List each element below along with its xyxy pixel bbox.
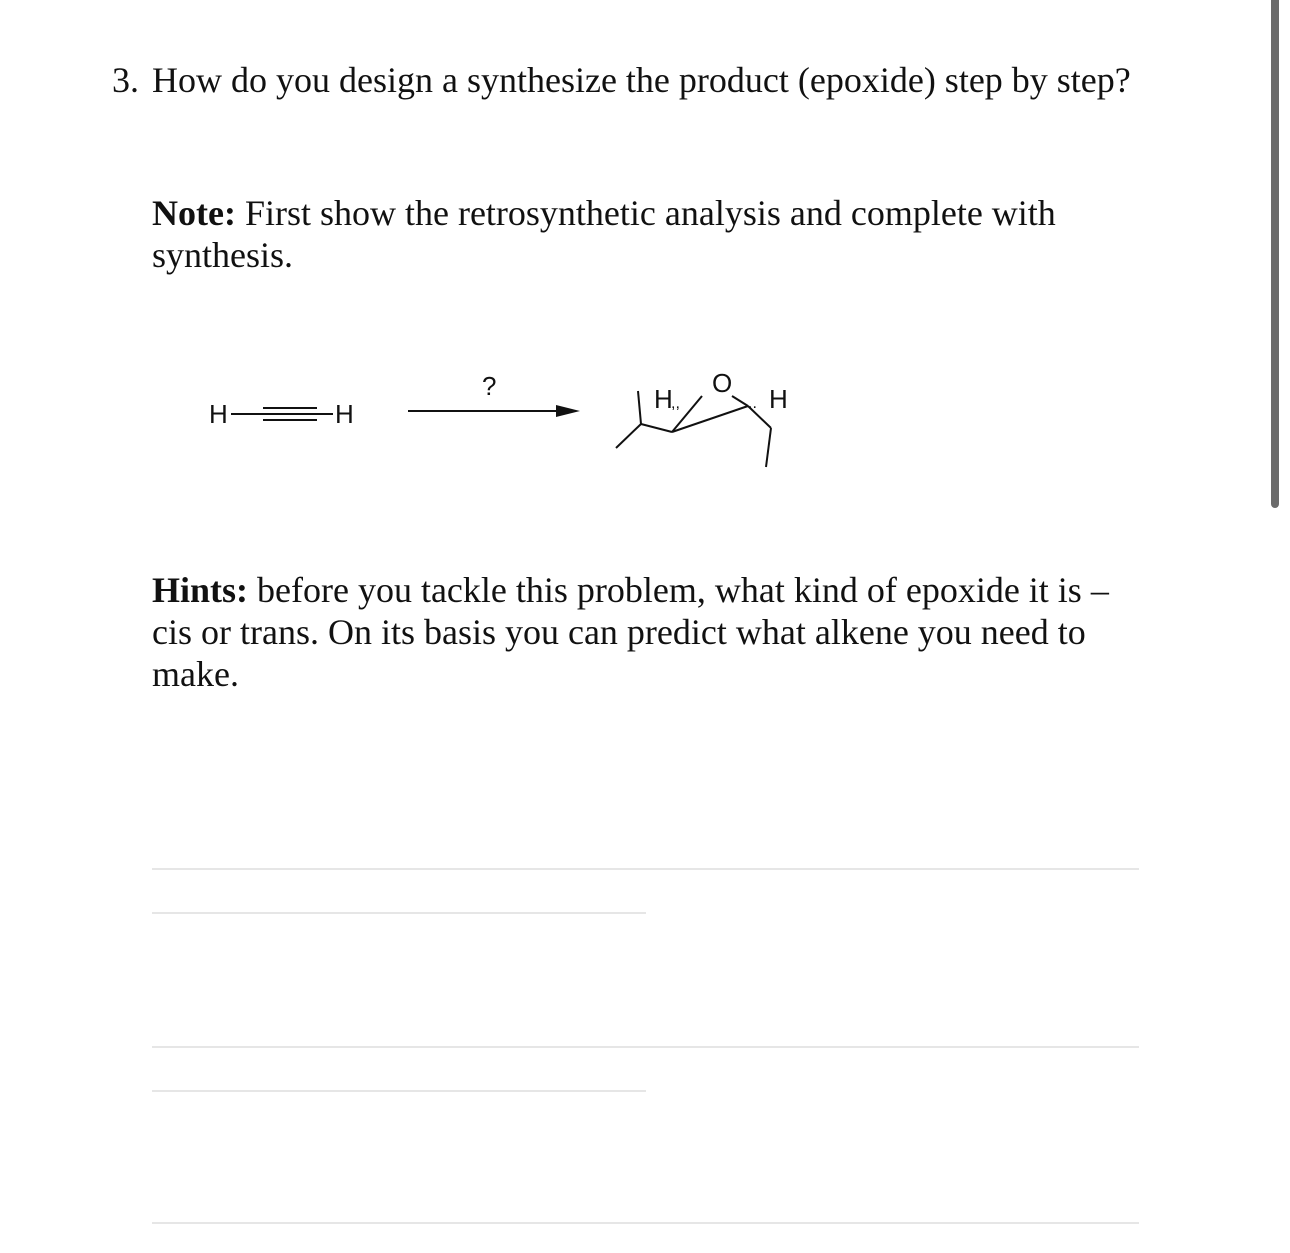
hints (152, 569, 1132, 695)
product-h-right: H (769, 384, 788, 414)
answer-line[interactable] (152, 868, 1139, 870)
reactant-h-right: H (335, 399, 354, 429)
product-oxygen: O (712, 368, 733, 398)
answer-line[interactable] (152, 1222, 1139, 1224)
reaction-scheme (195, 360, 815, 480)
question-number: 3. (112, 60, 139, 100)
product-epoxide (616, 368, 788, 467)
hash-bond-left: ,, (671, 395, 680, 412)
reagent-question-mark: ? (482, 371, 497, 401)
question-text: How do you design a synthesize the product (epoxide) step by step? (152, 60, 1131, 100)
answer-line[interactable] (152, 912, 646, 914)
answer-line[interactable] (152, 1046, 1139, 1048)
question (112, 58, 1132, 102)
note (152, 192, 1132, 276)
hash-bond-right: .. (748, 395, 757, 412)
reactant-h-left: H (209, 399, 228, 429)
hints-label: Hints: (152, 570, 249, 610)
note-text: First show the retrosynthetic analysis and complete with synthesis. (152, 193, 1056, 275)
answer-line[interactable] (152, 1090, 646, 1092)
reactant-acetylene (209, 399, 354, 429)
product-h-left: H (654, 384, 673, 414)
hints-text: before you tackle this problem, what kind of epoxide it is – cis or trans. On its basis you can predict what alkene you need to make. (152, 570, 1109, 694)
note-label: Note: (152, 193, 236, 233)
vertical-scrollbar[interactable] (1271, 0, 1279, 508)
reaction-arrow (408, 371, 580, 417)
